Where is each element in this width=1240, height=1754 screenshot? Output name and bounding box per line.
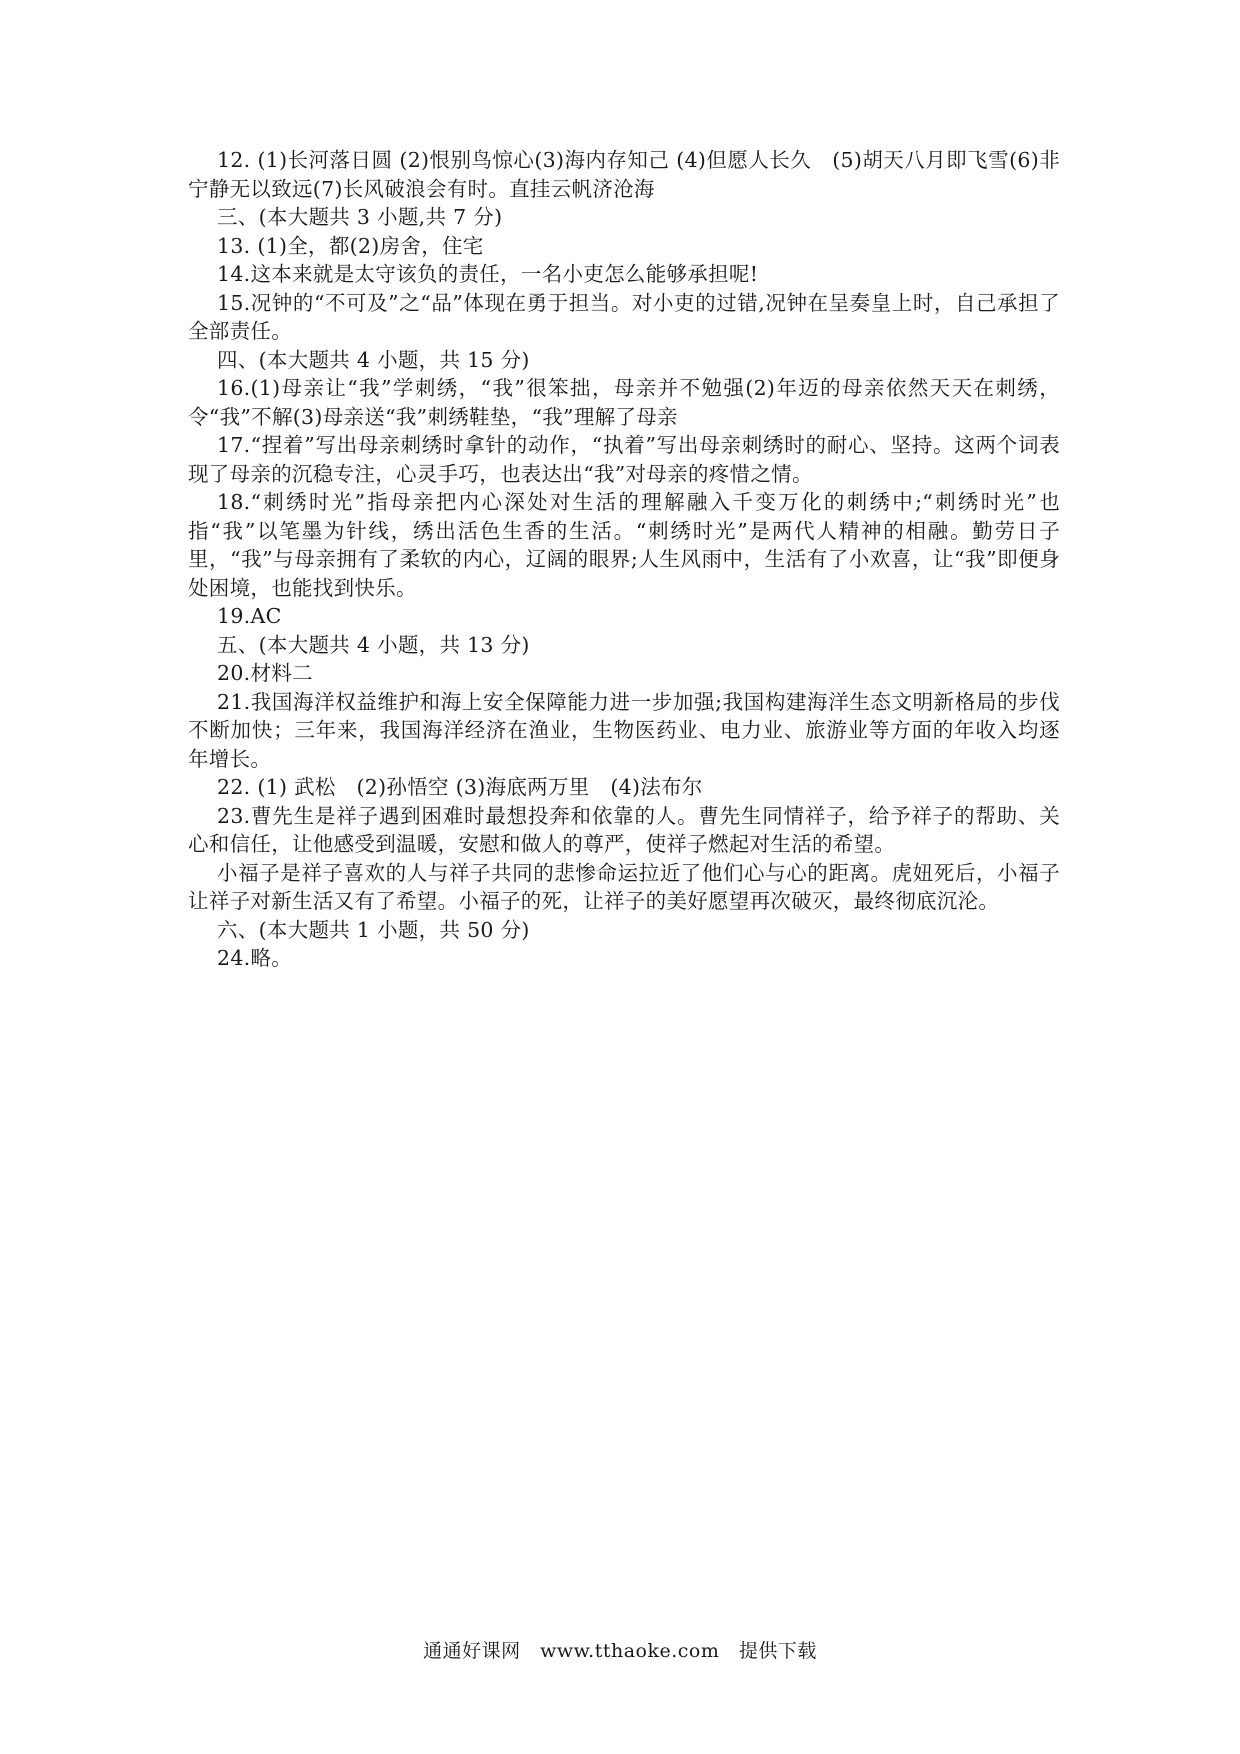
footer-source: 通通好课网 www.tthaoke.com 提供下载 xyxy=(423,1640,817,1662)
answer-key xyxy=(188,146,1060,973)
answer-12: 12. (1)长河落日圆 (2)恨别鸟惊心(3)海内存知己 (4)但愿人长久 (5)胡天八月即飞雪(6)非宁静无以致远(7)长风破浪会有时。直挂云帆济沧海 xyxy=(188,148,1060,201)
answer-18: 18.“刺绣时光”指母亲把内心深处对生活的理解融入千变万化的刺绣中;“刺绣时光”也指“我”以笔墨为针线，绣出活色生香的生活。“刺绣时光”是两代人精神的相融。勤劳日子里，“我”与母亲拥有了柔软的内心，辽阔的眼界;人生风雨中，生活有了小欢喜，让“我”即便身处困境，也能找到快乐。 xyxy=(188,490,1060,600)
answer-14: 14.这本来就是太守该负的责任，一名小吏怎么能够承担呢! xyxy=(217,262,759,286)
answer-15: 15.况钟的“不可及”之“品”体现在勇于担当。对小吏的过错,况钟在呈奏皇上时，自己承担了全部责任。 xyxy=(188,290,1060,343)
answer-20: 20.材料二 xyxy=(217,661,313,685)
answer-21: 21.我国海洋权益维护和海上安全保障能力进一步加强;我国构建海洋生态文明新格局的步伐不断加快；三年来，我国海洋经济在渔业，生物医药业、电力业、旅游业等方面的年收入均逐年增长。 xyxy=(188,689,1060,771)
section-4-heading: 四、(本大题共 4 小题，共 15 分) xyxy=(217,347,530,372)
answer-13: 13. (1)全，都(2)房舍，住宅 xyxy=(217,233,484,258)
answer-19: 19.AC xyxy=(217,604,282,628)
answer-17: 17.“捏着”写出母亲刺绣时拿针的动作，“执着”写出母亲刺绣时的耐心、坚持。这两个词表现了母亲的沉稳专注，心灵手巧，也表达出“我”对母亲的疼惜之情。 xyxy=(188,433,1060,486)
section-5-heading: 五、(本大题共 4 小题，共 13 分) xyxy=(217,632,530,657)
answer-22: 22. (1) 武松 (2)孙悟空 (3)海底两万里 (4)法布尔 xyxy=(217,775,703,799)
section-3-heading: 三、(本大题共 3 小题,共 7 分) xyxy=(217,205,503,229)
answer-23: 23.曹先生是祥子遇到困难时最想投奔和依靠的人。曹先生同情祥子，给予祥子的帮助、关心和信任，让他感受到温暖，安慰和做人的尊严，使祥子燃起对生活的希望。 xyxy=(188,803,1060,856)
answer-23-continued: 小福子是祥子喜欢的人与祥子共同的悲惨命运拉近了他们心与心的距离。虎妞死后，小福子让祥子对新生活又有了希望。小福子的死，让祥子的美好愿望再次破灭，最终彻底沉沦。 xyxy=(188,860,1060,913)
answer-24: 24.略。 xyxy=(217,946,293,970)
section-6-heading: 六、(本大题共 1 小题，共 50 分) xyxy=(217,917,530,942)
answer-16: 16.(1)母亲让“我”学刺绣，“我”很笨拙，母亲并不勉强(2)年迈的母亲依然天天在刺绣，令“我”不解(3)母亲送“我”刺绣鞋垫，“我”理解了母亲 xyxy=(188,376,1060,429)
